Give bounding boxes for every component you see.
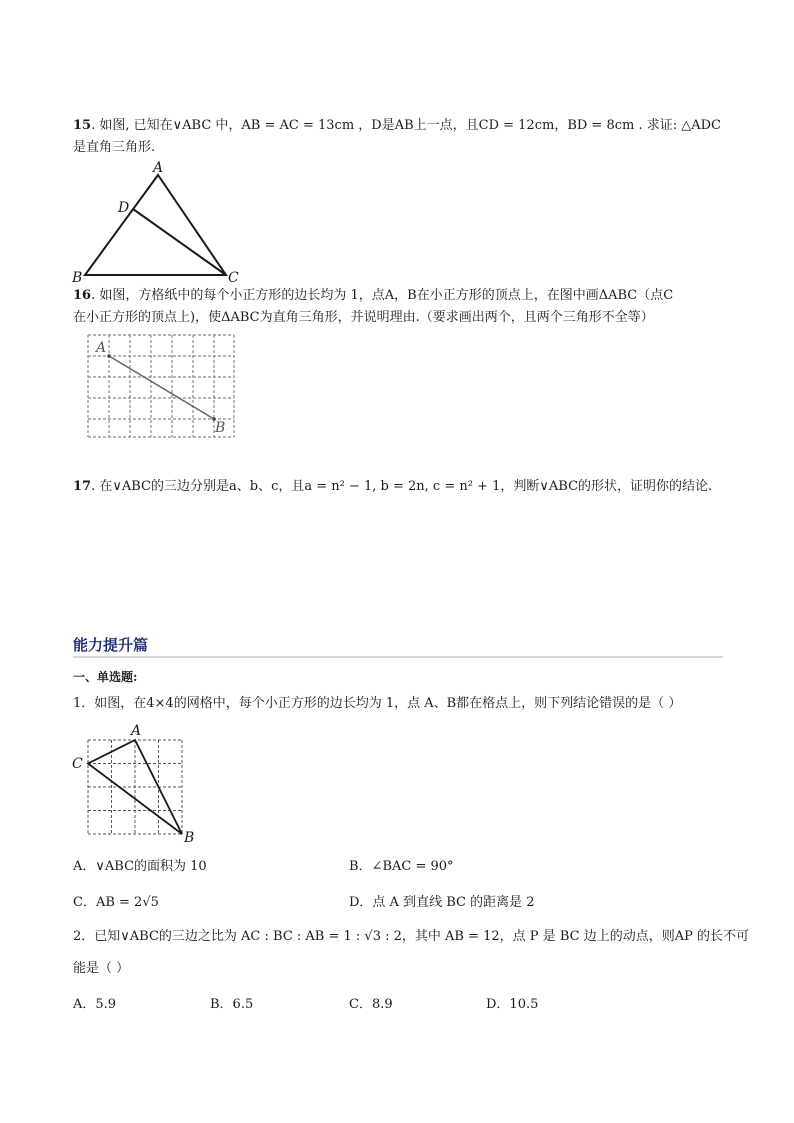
segment-ab: [109, 356, 214, 419]
section-subtitle: 一、单选题:: [73, 670, 138, 684]
q16-line1: [73, 287, 673, 305]
label-a: A: [96, 340, 107, 356]
segment-cd: [133, 209, 226, 275]
label-a: A: [153, 160, 164, 176]
section-title: 能力提升篇: [73, 636, 149, 654]
mc2-option-d[interactable]: D．10.5: [486, 997, 539, 1012]
mc2-option-a[interactable]: A．5.9: [73, 997, 117, 1012]
q16-grid-figure: [86, 333, 238, 441]
section-divider: [73, 656, 723, 658]
dashed-grid: [88, 740, 182, 834]
label-b: B: [184, 830, 195, 846]
label-b: B: [215, 420, 226, 436]
mc1-option-b[interactable]: B．∠BAC = 90°: [349, 859, 454, 874]
q16-number: 16: [73, 288, 92, 303]
q15-text-line2: 是直角三角形.: [73, 140, 156, 155]
mc2-option-c[interactable]: C．8.9: [349, 997, 393, 1012]
mc1-stem: 1．如图，在4×4的网格中，每个小正方形的边长均为 1，点 A、B都在格点上，则下列结论错误的是（ ）: [73, 696, 682, 711]
q15-line1: [73, 117, 721, 135]
q17-text: . 在∨ABC的三边分别是a、b、c，且a = n² − 1, b = 2n, c = n² + 1，判断∨ABC的形状，证明你的结论.: [91, 479, 713, 494]
q16-text-line1: . 如图，方格纸中的每个小正方形的边长均为 1，点A，B在小正方形的顶点上，在图中画ΔABC（点C: [91, 288, 674, 303]
point-a: [107, 354, 111, 358]
q16-text-line2: 在小正方形的顶点上)，使ΔABC为直角三角形，并说明理由.（要求画出两个，且两个三角形不全等）: [73, 310, 654, 325]
label-a: A: [131, 723, 142, 739]
mc1-option-d[interactable]: D．点 A 到直线 BC 的距离是 2: [349, 895, 535, 910]
mc1-option-a[interactable]: A．∨ABC的面积为 10: [73, 859, 207, 874]
mc2-option-b[interactable]: B．6.5: [210, 997, 254, 1012]
q17-number: 17: [73, 479, 92, 494]
label-c: C: [228, 270, 239, 286]
label-b: B: [72, 270, 83, 286]
dashed-grid: [88, 335, 234, 437]
q17-line: [73, 478, 712, 496]
mc1-option-c[interactable]: C．AB = 2√5: [73, 895, 159, 910]
label-d: D: [118, 200, 130, 216]
label-c: C: [72, 756, 83, 772]
q15-triangle-figure: [70, 160, 250, 285]
q15-number: 15: [73, 118, 92, 133]
mc1-grid-figure: [70, 722, 200, 844]
mc2-stem-line2: 能是（ ）: [73, 961, 130, 976]
q15-text-line1: . 如图, 已知在∨ABC 中，AB = AC = 13cm ，D是AB上一点，且CD = 12cm，BD = 8cm . 求证: △ADC: [91, 118, 721, 133]
mc2-stem-line1: 2．已知∨ABC的三边之比为 AC : BC : AB = 1 : √3 : 2，其中 AB = 12，点 P 是 BC 边上的动点，则AP 的长不可: [73, 929, 749, 944]
